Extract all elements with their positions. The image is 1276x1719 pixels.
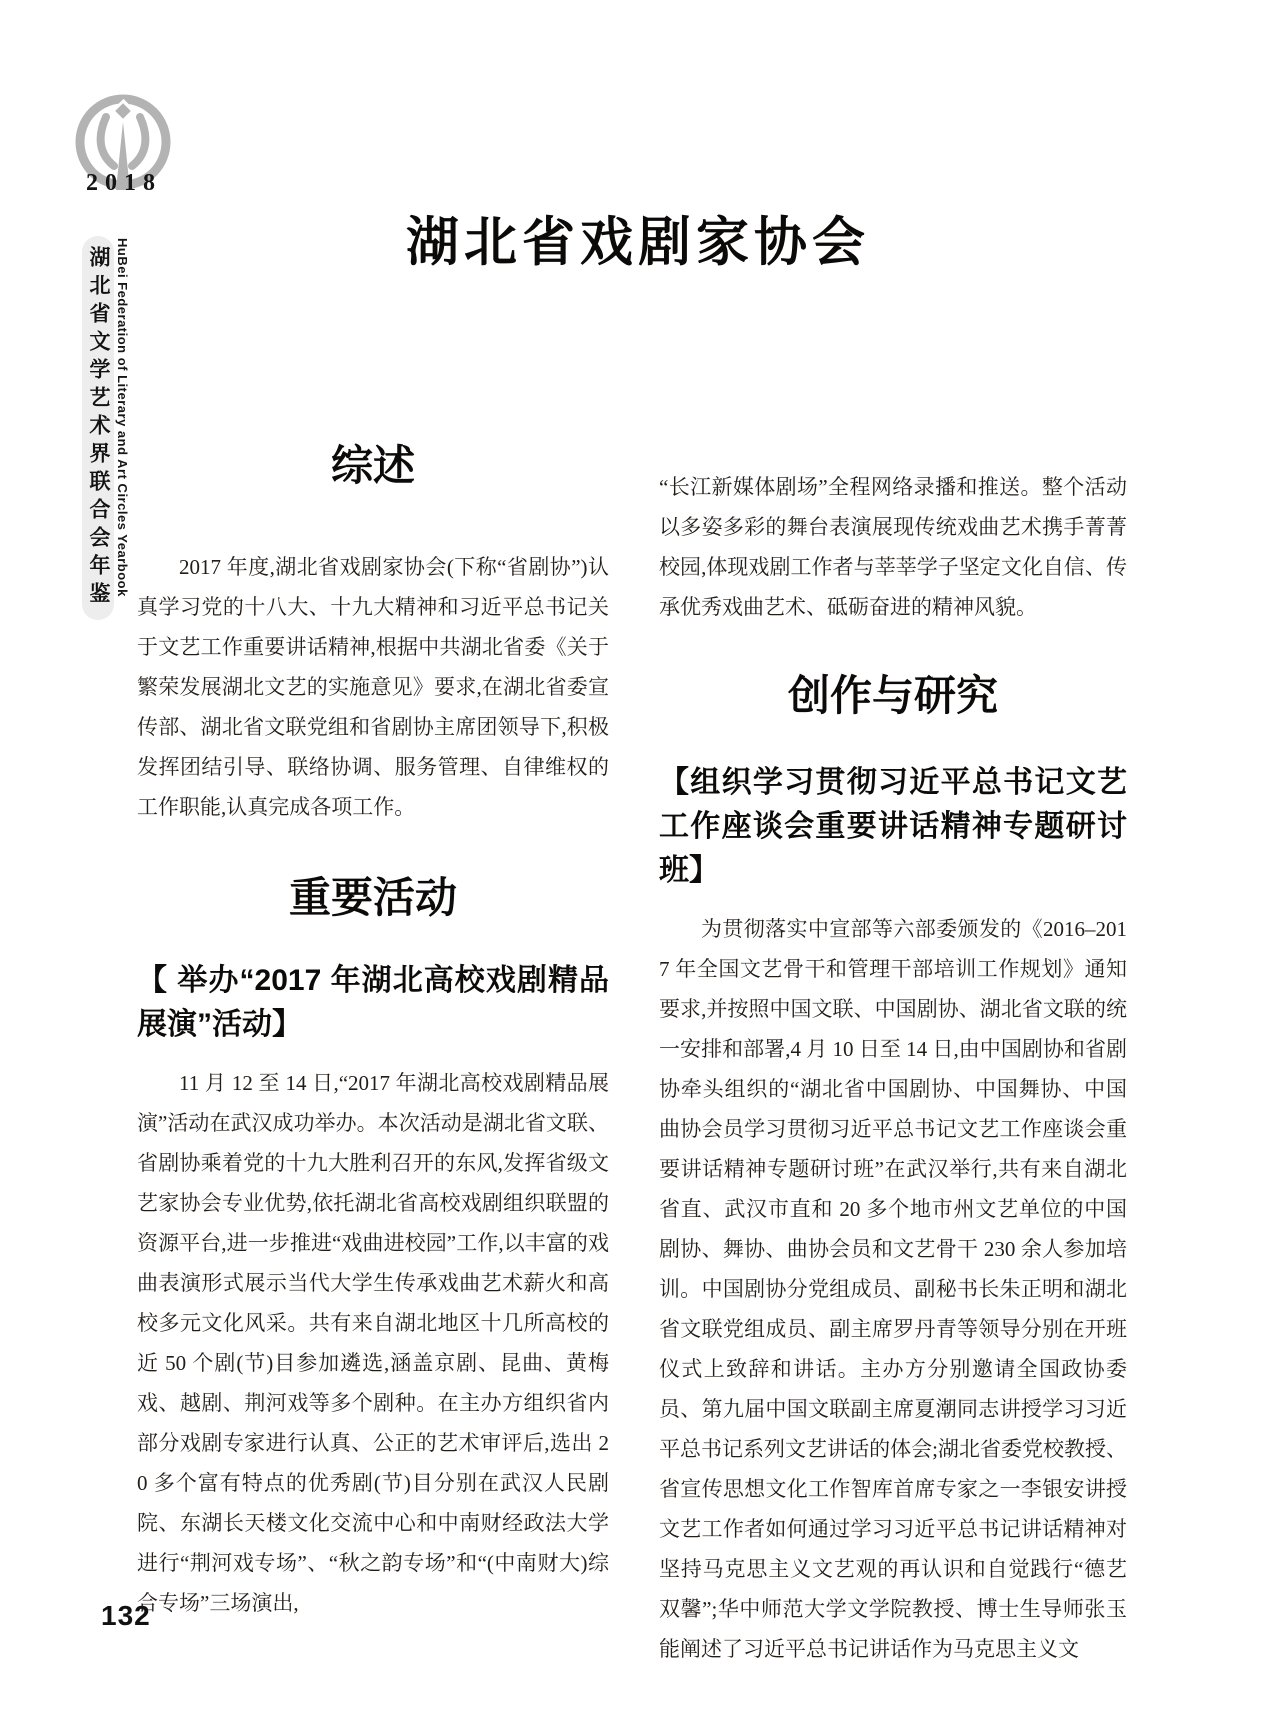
continued-paragraph: “长江新媒体剧场”全程网络录播和推送。整个活动以多姿多彩的舞台表演展现传统戏曲艺术携手菁菁校园,体现戏剧工作者与莘莘学子坚定文化自信、传承优秀戏曲艺术、砥砺奋进的精神风貌。: [659, 475, 1127, 619]
right-column: [659, 433, 1127, 1669]
sidebar-vertical-title-en: HuBei Federation of Literary and Art Circles Yearbook: [115, 238, 130, 597]
sidebar-vertical-title-cn: 湖北省文学艺术界联合会年鉴: [87, 246, 110, 610]
activities-heading: 重要活动: [288, 874, 457, 921]
creation-research-heading: 创作与研究: [787, 672, 998, 719]
overview-heading: 综述: [330, 442, 415, 489]
logo-year: 2018: [86, 170, 162, 196]
activity1-subheading: 【 举办“2017 年湖北高校戏剧精品展演”活动】: [137, 964, 609, 1041]
seminar-paragraph: 为贯彻落实中宣部等六部委颁发的《2016–2017 年全国文艺骨干和管理干部培训工作规划》通知要求,并按照中国文联、中国剧协、湖北省文联的统一安排和部署,4 月 10 日至 14 日,由中国剧协和省剧协牵头组织的“湖北省中国剧协、中国舞协、中国曲协会员学习贯彻习近平总书记文艺工作座谈会重要讲话精神专题研讨班”在武汉举行,共有来自湖北省直、武汉市直和 20 多个地市州文艺单位的中国剧协、舞协、曲协会员和文艺骨干 230 余人参加培训。中国剧协分党组成员、副秘书长朱正明和湖北省文联党组成员、副主席罗丹青等领导分别在开班仪式上致辞和讲话。主办方分别邀请全国政协委员、第九届中国文联副主席夏潮同志讲授学习习近平总书记系列文艺讲话的体会;湖北省委党校教授、省宣传思想文化工作智库首席专家之一李银安讲授文艺工作者如何通过学习习近平总书记讲话精神对坚持马克思主义文艺观的再认识和自觉践行“德艺双馨”;华中师范大学文学院教授、博士生导师张玉能阐述了习近平总书记讲话作为马克思主义文: [659, 917, 1127, 1661]
page-number: 132: [101, 1600, 151, 1631]
page-title: 湖北省戏剧家协会: [406, 213, 870, 272]
seminar-subheading: 【组织学习贯彻习近平总书记文艺工作座谈会重要讲话精神专题研讨班】: [659, 766, 1127, 887]
sidebar-vertical-band: [82, 236, 114, 620]
overview-paragraph: 2017 年度,湖北省戏剧家协会(下称“省剧协”)认真学习党的十八大、十九大精神和习近平总书记关于文艺工作重要讲话精神,根据中共湖北省委《关于繁荣发展湖北文艺的实施意见》要求,在湖北省委宣传部、湖北省文联党组和省剧协主席团领导下,积极发挥团结引导、联络协调、服务管理、自律维权的工作职能,认真完成各项工作。: [137, 555, 609, 819]
activity1-paragraph: 11 月 12 至 14 日,“2017 年湖北高校戏剧精品展演”活动在武汉成功举办。本次活动是湖北省文联、省剧协乘着党的十九大胜利召开的东风,发挥省级文艺家协会专业优势,依托湖北省高校戏剧组织联盟的资源平台,进一步推进“戏曲进校园”工作,以丰富的戏曲表演形式展示当代大学生传承戏曲艺术薪火和高校多元文化风采。共有来自湖北地区十几所高校的近 50 个剧(节)目参加遴选,涵盖京剧、昆曲、黄梅戏、越剧、荆河戏等多个剧种。在主办方组织省内部分戏剧专家进行认真、公正的艺术审评后,选出 20 多个富有特点的优秀剧(节)目分别在武汉人民剧院、东湖长天楼文化交流中心和中南财经政法大学进行“荆河戏专场”、“秋之韵专场”和“(中南财大)综合专场”三场演出,: [137, 1071, 609, 1615]
left-column: [137, 433, 609, 1623]
